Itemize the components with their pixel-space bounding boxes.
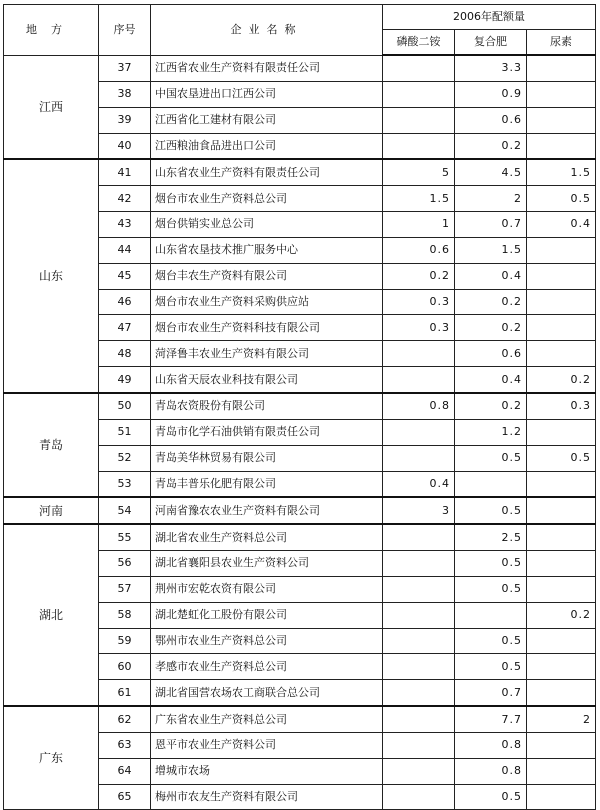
urea-quota-cell xyxy=(527,237,596,263)
table-body xyxy=(4,55,596,810)
compound-quota-cell xyxy=(455,471,527,497)
dap-quota-cell: 5 xyxy=(383,159,455,185)
company-name-cell: 荆州市宏乾农资有限公司 xyxy=(151,576,383,602)
urea-quota-cell: 0.2 xyxy=(527,367,596,393)
company-name-cell: 青岛市化学石油供销有限责任公司 xyxy=(151,419,383,445)
seq-cell: 46 xyxy=(99,289,151,315)
urea-quota-cell xyxy=(527,524,596,550)
dap-quota-cell xyxy=(383,445,455,471)
header-dap: 磷酸二铵 xyxy=(383,30,455,56)
urea-quota-cell xyxy=(527,497,596,524)
compound-quota-cell: 0.5 xyxy=(455,576,527,602)
dap-quota-cell xyxy=(383,341,455,367)
urea-quota-cell xyxy=(527,551,596,577)
table-row xyxy=(4,706,596,732)
fertilizer-quota-table xyxy=(3,4,596,810)
compound-quota-cell: 0.6 xyxy=(455,341,527,367)
dap-quota-cell xyxy=(383,551,455,577)
seq-cell: 37 xyxy=(99,55,151,81)
compound-quota-cell: 0.2 xyxy=(455,393,527,419)
urea-quota-cell xyxy=(527,576,596,602)
region-cell: 山东 xyxy=(4,159,99,393)
dap-quota-cell xyxy=(383,524,455,550)
dap-quota-cell xyxy=(383,367,455,393)
company-name-cell: 鄂州市农业生产资料总公司 xyxy=(151,628,383,654)
dap-quota-cell xyxy=(383,732,455,758)
region-cell: 湖北 xyxy=(4,524,99,706)
dap-quota-cell xyxy=(383,654,455,680)
dap-quota-cell: 0.2 xyxy=(383,263,455,289)
seq-cell: 48 xyxy=(99,341,151,367)
seq-cell: 54 xyxy=(99,497,151,524)
compound-quota-cell: 0.2 xyxy=(455,289,527,315)
company-name-cell: 湖北省农业生产资料总公司 xyxy=(151,524,383,550)
table-row xyxy=(4,159,596,185)
seq-cell: 47 xyxy=(99,315,151,341)
urea-quota-cell xyxy=(527,133,596,159)
urea-quota-cell xyxy=(527,315,596,341)
seq-cell: 58 xyxy=(99,602,151,628)
compound-quota-cell: 0.5 xyxy=(455,497,527,524)
dap-quota-cell xyxy=(383,419,455,445)
header-compound: 复合肥 xyxy=(455,30,527,56)
seq-cell: 52 xyxy=(99,445,151,471)
urea-quota-cell xyxy=(527,107,596,133)
compound-quota-cell: 0.5 xyxy=(455,628,527,654)
header-seq: 序号 xyxy=(99,5,151,56)
dap-quota-cell xyxy=(383,81,455,107)
region-cell: 广东 xyxy=(4,706,99,810)
dap-quota-cell: 0.6 xyxy=(383,237,455,263)
company-name-cell: 中国农垦进出口江西公司 xyxy=(151,81,383,107)
compound-quota-cell: 0.5 xyxy=(455,445,527,471)
seq-cell: 40 xyxy=(99,133,151,159)
compound-quota-cell: 1.5 xyxy=(455,237,527,263)
urea-quota-cell: 1.5 xyxy=(527,159,596,185)
dap-quota-cell: 0.8 xyxy=(383,393,455,419)
urea-quota-cell xyxy=(527,263,596,289)
compound-quota-cell: 0.5 xyxy=(455,784,527,810)
urea-quota-cell xyxy=(527,471,596,497)
seq-cell: 64 xyxy=(99,758,151,784)
company-name-cell: 烟台丰农生产资料有限公司 xyxy=(151,263,383,289)
urea-quota-cell xyxy=(527,654,596,680)
company-name-cell: 江西粮油食品进出口公司 xyxy=(151,133,383,159)
dap-quota-cell xyxy=(383,55,455,81)
seq-cell: 62 xyxy=(99,706,151,732)
company-name-cell: 恩平市农业生产资料公司 xyxy=(151,732,383,758)
company-name-cell: 山东省农垦技术推广服务中心 xyxy=(151,237,383,263)
company-name-cell: 湖北省襄阳县农业生产资料公司 xyxy=(151,551,383,577)
company-name-cell: 增城市农场 xyxy=(151,758,383,784)
header-quota-group: 2006年配额量 xyxy=(383,5,596,30)
seq-cell: 44 xyxy=(99,237,151,263)
company-name-cell: 青岛丰普乐化肥有限公司 xyxy=(151,471,383,497)
table-row xyxy=(4,393,596,419)
compound-quota-cell: 1.2 xyxy=(455,419,527,445)
header-company: 企业名称 xyxy=(151,5,383,56)
compound-quota-cell: 0.6 xyxy=(455,107,527,133)
seq-cell: 60 xyxy=(99,654,151,680)
urea-quota-cell xyxy=(527,419,596,445)
header-region: 地方 xyxy=(4,5,99,56)
compound-quota-cell: 0.2 xyxy=(455,315,527,341)
dap-quota-cell: 0.3 xyxy=(383,289,455,315)
urea-quota-cell xyxy=(527,784,596,810)
company-name-cell: 湖北楚虹化工股份有限公司 xyxy=(151,602,383,628)
seq-cell: 38 xyxy=(99,81,151,107)
seq-cell: 63 xyxy=(99,732,151,758)
company-name-cell: 青岛美华林贸易有限公司 xyxy=(151,445,383,471)
urea-quota-cell xyxy=(527,758,596,784)
urea-quota-cell xyxy=(527,289,596,315)
dap-quota-cell: 1 xyxy=(383,212,455,238)
company-name-cell: 江西省化工建材有限公司 xyxy=(151,107,383,133)
company-name-cell: 山东省农业生产资料有限责任公司 xyxy=(151,159,383,185)
company-name-cell: 孝感市农业生产资料总公司 xyxy=(151,654,383,680)
company-name-cell: 青岛农资股份有限公司 xyxy=(151,393,383,419)
region-cell: 青岛 xyxy=(4,393,99,497)
compound-quota-cell: 0.4 xyxy=(455,263,527,289)
dap-quota-cell xyxy=(383,576,455,602)
company-name-cell: 广东省农业生产资料总公司 xyxy=(151,706,383,732)
dap-quota-cell xyxy=(383,758,455,784)
compound-quota-cell: 0.9 xyxy=(455,81,527,107)
compound-quota-cell: 0.8 xyxy=(455,758,527,784)
seq-cell: 57 xyxy=(99,576,151,602)
seq-cell: 59 xyxy=(99,628,151,654)
urea-quota-cell: 0.3 xyxy=(527,393,596,419)
compound-quota-cell: 0.8 xyxy=(455,732,527,758)
compound-quota-cell: 3.3 xyxy=(455,55,527,81)
header-urea: 尿素 xyxy=(527,30,596,56)
company-name-cell: 烟台市农业生产资料科技有限公司 xyxy=(151,315,383,341)
urea-quota-cell xyxy=(527,732,596,758)
dap-quota-cell: 0.3 xyxy=(383,315,455,341)
company-name-cell: 烟台供销实业总公司 xyxy=(151,212,383,238)
region-cell: 江西 xyxy=(4,55,99,159)
company-name-cell: 河南省豫农农业生产资料有限公司 xyxy=(151,497,383,524)
urea-quota-cell: 0.4 xyxy=(527,212,596,238)
compound-quota-cell xyxy=(455,602,527,628)
seq-cell: 50 xyxy=(99,393,151,419)
dap-quota-cell xyxy=(383,628,455,654)
compound-quota-cell: 0.2 xyxy=(455,133,527,159)
seq-cell: 42 xyxy=(99,186,151,212)
urea-quota-cell: 0.5 xyxy=(527,445,596,471)
compound-quota-cell: 0.5 xyxy=(455,654,527,680)
compound-quota-cell: 0.4 xyxy=(455,367,527,393)
company-name-cell: 烟台市农业生产资料总公司 xyxy=(151,186,383,212)
dap-quota-cell xyxy=(383,784,455,810)
urea-quota-cell xyxy=(527,341,596,367)
company-name-cell: 江西省农业生产资料有限责任公司 xyxy=(151,55,383,81)
dap-quota-cell xyxy=(383,107,455,133)
company-name-cell: 山东省天辰农业科技有限公司 xyxy=(151,367,383,393)
seq-cell: 49 xyxy=(99,367,151,393)
urea-quota-cell xyxy=(527,81,596,107)
dap-quota-cell xyxy=(383,602,455,628)
compound-quota-cell: 2 xyxy=(455,186,527,212)
urea-quota-cell: 0.5 xyxy=(527,186,596,212)
seq-cell: 53 xyxy=(99,471,151,497)
compound-quota-cell: 7.7 xyxy=(455,706,527,732)
company-name-cell: 菏泽鲁丰农业生产资料有限公司 xyxy=(151,341,383,367)
compound-quota-cell: 0.7 xyxy=(455,212,527,238)
seq-cell: 41 xyxy=(99,159,151,185)
table-header xyxy=(4,5,596,56)
urea-quota-cell: 2 xyxy=(527,706,596,732)
seq-cell: 51 xyxy=(99,419,151,445)
company-name-cell: 烟台市农业生产资料采购供应站 xyxy=(151,289,383,315)
seq-cell: 65 xyxy=(99,784,151,810)
table-row xyxy=(4,497,596,524)
urea-quota-cell: 0.2 xyxy=(527,602,596,628)
table-row xyxy=(4,55,596,81)
region-cell: 河南 xyxy=(4,497,99,524)
seq-cell: 61 xyxy=(99,680,151,706)
compound-quota-cell: 4.5 xyxy=(455,159,527,185)
seq-cell: 56 xyxy=(99,551,151,577)
urea-quota-cell xyxy=(527,680,596,706)
dap-quota-cell xyxy=(383,133,455,159)
table-row xyxy=(4,524,596,550)
urea-quota-cell xyxy=(527,628,596,654)
compound-quota-cell: 0.7 xyxy=(455,680,527,706)
urea-quota-cell xyxy=(527,55,596,81)
company-name-cell: 湖北省国营农场农工商联合总公司 xyxy=(151,680,383,706)
dap-quota-cell: 3 xyxy=(383,497,455,524)
dap-quota-cell: 0.4 xyxy=(383,471,455,497)
dap-quota-cell xyxy=(383,706,455,732)
seq-cell: 39 xyxy=(99,107,151,133)
dap-quota-cell xyxy=(383,680,455,706)
dap-quota-cell: 1.5 xyxy=(383,186,455,212)
seq-cell: 55 xyxy=(99,524,151,550)
company-name-cell: 梅州市农友生产资料有限公司 xyxy=(151,784,383,810)
compound-quota-cell: 0.5 xyxy=(455,551,527,577)
compound-quota-cell: 2.5 xyxy=(455,524,527,550)
seq-cell: 45 xyxy=(99,263,151,289)
seq-cell: 43 xyxy=(99,212,151,238)
